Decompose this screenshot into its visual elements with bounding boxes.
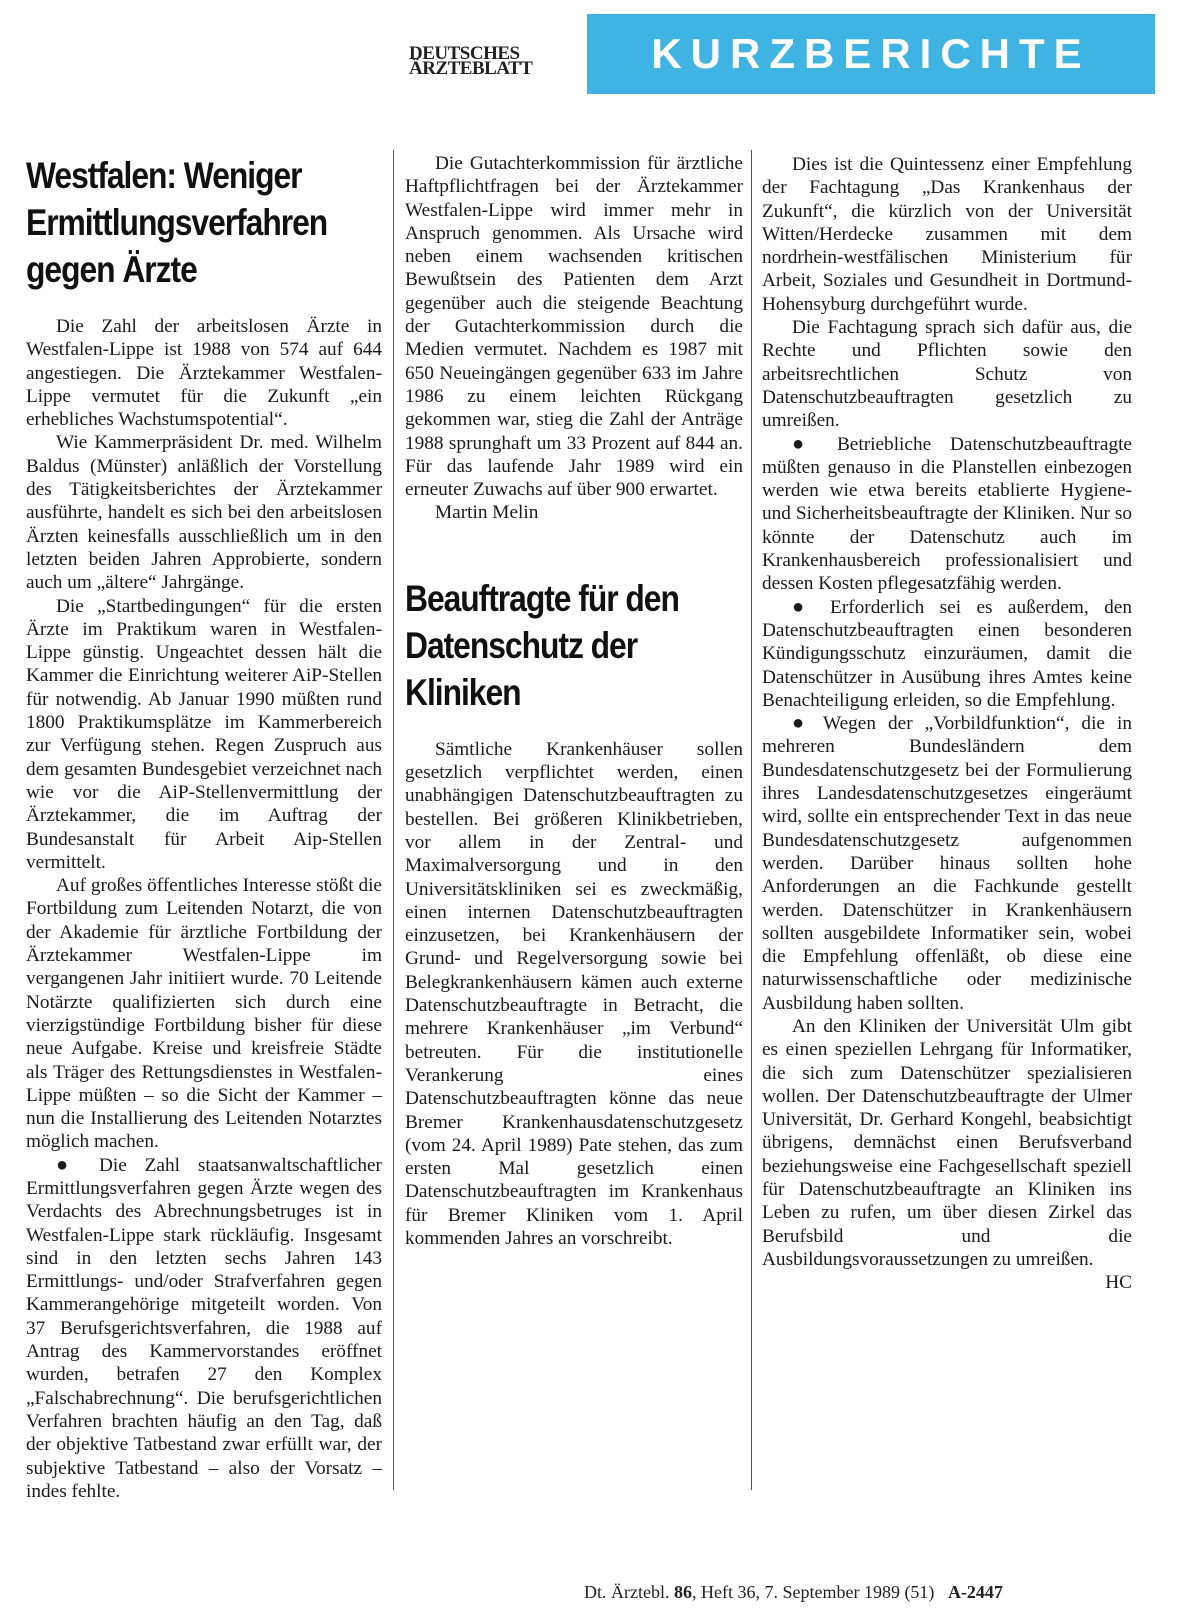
article2-paragraph — [762, 596, 1132, 712]
masthead-line2: ÄRZTEBLATT — [409, 58, 533, 79]
article2-paragraph: Die Fachtagung sprach sich dafür aus, die Rechte und Pflichten sowie den arbeitsrechtlichen Schutz von Datenschutzbeauftragten gesetzlich zu umreißen. — [762, 317, 1132, 432]
article1-paragraph: Wie Kammerpräsident Dr. med. Wilhelm Baldus (Münster) anläßlich der Vorstellung des Tätigkeitsberichtes der Ärztekammer ausführte, handelt es sich bei den arbeitslosen Ärzten keinesfalls ausschließlich um in den letzten beiden Jahren Approbierte, sondern auch um „ältere“ Jahrgänge. — [26, 432, 382, 594]
section-banner — [587, 14, 1155, 94]
article2-paragraph: Sämtliche Krankenhäuser sollen gesetzlich verpflichtet werden, einen unabhängigen Datenschutzbeauftragten zu bestellen. Bei größeren Klinikbetrieben, vor allem in der Zentral- und Maximalversorgung und in den Universitätskliniken sei es zweckmäßig, einen internen Datenschutzbeauftragten einzusetzen, bei Krankenhäusern der Grund- und Regelversorgung sowie bei Belegkrankenhäusern kämen auch externe Datenschutzbeauftragte in Betracht, die mehrere Krankenhäuser „im Verbund“ betreuten. Für die institutionelle Verankerung eines Datenschutzbeauftragten könne das neue Bremer Krankenhausdatenschutzgesetz (vom 24. April 1989) Pate stehen, das zum ersten Mal gesetzlich einen Datenschutzbeauftragten im Krankenhaus für Bremer Kliniken vom 1. April kommenden Jahres an vorschreibt. — [405, 738, 743, 1249]
column-1 — [26, 152, 382, 1503]
article1-paragraph: Die „Startbedingungen“ für die ersten Ärzte im Praktikum waren in Westfalen-Lippe günstig. Ungeachtet dessen hält die Kammer die Einrichtung weiterer AiP-Stellen für notwendig. Ab Januar 1990 müßten rund 1800 Praktikumsplätze im Kammerbereich zur Verfügung stehen. Regen Zuspruch aus dem gesamten Bundesgebiet verzeichnet nach wie vor die AiP-Stellenvermittlung der Ärztekammer, die im Auftrag der Bundesanstalt für Arbeit Aip-Stellen vermittelt. — [26, 595, 382, 873]
bullet-icon: ● — [56, 1153, 82, 1176]
column-3 — [762, 153, 1132, 1295]
article1-paragraph: Die Zahl der arbeitslosen Ärzte in Westfalen-Lippe ist 1988 von 574 auf 644 angestiegen. Die Ärztekammer Westfalen-Lippe vermutet für die Zukunft „ein erhebliches Wachstumspotential“. — [26, 316, 382, 431]
article1-paragraph: Die Gutachterkommission für ärztliche Haftpflichtfragen bei der Ärztekammer Westfalen-Lippe wird immer mehr in Anspruch genommen. Als Ursache wird neben einem wachsenden kritischen Bewußtsein des Patienten dem Arzt gegenüber auch die steigende Beachtung der Gutachterkommission durch die Medien vermutet. Nachdem es 1987 mit 650 Neueingängen gegenüber 633 im Jahre 1986 zu einem leichten Rückgang gekommen war, stieg die Zahl der Anträge 1988 sprunghaft um 33 Prozent auf 844 an. Für das laufende Jahr 1989 wird ein erneuter Zuwachs auf über 900 erwartet. — [405, 153, 743, 501]
footer-issue: , Heft 36, 7. September 1989 (51) — [691, 1582, 935, 1602]
article2-paragraph — [762, 433, 1132, 596]
footer-page-number: A-2447 — [947, 1582, 1003, 1602]
masthead-line1: DEUTSCHES — [409, 43, 520, 64]
column-divider-1 — [393, 150, 394, 1490]
article1-bullet-text: Die Zahl staatsanwaltschaftlicher Ermittlungsverfahren gegen Ärzte wegen des Verdachts des Abrechnungsbetruges ist in Westfalen-Lippe stark rückläufig. Insgesamt sind in den letzten sechs Jahren 143 Ermittlungs- und/oder Strafverfahren gegen Kammerangehörige mitgeteilt worden. Von 37 Berufsgerichtsverfahren, die 1988 auf Antrag des Kammervorstandes eröffnet wurden, betrafen 27 den Komplex „Falschabrechnung“. Die berufsgerichtlichen Verfahren brachten häufig an den Tag, daß der objektive Tatbestand zwar erfüllt war, der subjektive Tatbestand – also der Vorsatz – indes fehlte. — [26, 1154, 382, 1502]
column-2 — [405, 152, 743, 1250]
article2-paragraph: Dies ist die Quintessenz einer Empfehlung der Fachtagung „Das Krankenhaus der Zukunft“, die kürzlich von der Universität Witten/Herdecke zusammen mit dem nordrhein-westfälischen Ministerium für Arbeit, Soziales und Gesundheit in Dortmund-Hohensyburg durchgeführt wurde. — [762, 154, 1132, 315]
article1-paragraph — [26, 1154, 382, 1503]
article2-author: HC — [1105, 1272, 1132, 1294]
article2-bullet-text: Wegen der „Vorbildfunktion“, die in mehreren Bundesländern dem Bundesdatenschutzgesetz bei der Formulierung ihres Landesdatenschutzgesetzes eingeräumt wird, sollte ein entsprechender Text in das neue Bundesdatenschutzgesetz aufgenommen werden. Darüber hinaus sollten hohe Anforderungen an die Fachkunde gestellt werden. Datenschützer in Krankenhäusern sollten ausgebildete Informatiker sein, wobei die Empfehlung offenläßt, ob diese eine naturwissenschaftliche oder medizinische Ausbildung haben sollten. — [762, 713, 1132, 1014]
bullet-icon: ● — [792, 712, 812, 735]
article1-headline: Westfalen: Weniger Ermittlungsverfahren gegen Ärzte — [26, 155, 328, 290]
article1-paragraph: Auf großes öffentliches Interesse stößt die Fortbildung zum Leitenden Notarzt, die von der Akademie für ärztliche Fortbildung der Ärztekammer Westfalen-Lippe im vergangenen Jahr initiiert wurde. 70 Leitende Notärzte qualifizierten sich durch eine vierzigstündige Fortbildung bisher für diese neue Aufgabe. Kreise und kreisfreie Städte als Träger des Rettungsdienstes in Westfalen-Lippe müßten – so die Sicht der Kammer – nun die Installierung des Leitenden Notarztes möglich machen. — [26, 875, 382, 1153]
article2-paragraph — [762, 712, 1132, 1015]
bullet-icon: ● — [792, 595, 815, 618]
article2-bullet-text: Betriebliche Datenschutzbeauftragte müßten genauso in die Planstellen einbezogen werden wie etwa bereits etablierte Hygiene- und Sicherheitsbeauftragte der Kliniken. Nur so könnte der Datenschutz auch im Krankenhausbereich professionalisiert und dessen Kosten pflegesatzfähig werden. — [762, 433, 1132, 595]
footer-journal: Dt. Ärztebl. — [584, 1582, 670, 1602]
article1-author: Martin Melin — [435, 502, 539, 524]
column-divider-2 — [751, 150, 752, 1490]
section-title: KURZBERICHTE — [651, 30, 1091, 77]
footer-volume: 86 — [673, 1582, 692, 1602]
bullet-icon: ● — [792, 432, 819, 455]
article2-headline: Beauftragte für den Datenschutz der Kliniken — [405, 577, 679, 713]
page-footer — [584, 1582, 1003, 1603]
masthead — [409, 45, 579, 77]
article2-bullet-text: Erforderlich sei es außerdem, den Datenschutzbeauftragten einen besonderen Kündigungsschutz einzuräumen, damit die Datenschützer in Ausübung ihres Amtes keine Benachteiligung erleiden, so die Empfehlung. — [762, 596, 1132, 711]
article2-paragraph: An den Kliniken der Universität Ulm gibt es einen speziellen Lehrgang für Informatiker, die sich zum Datenschützer spezialisieren wollen. Der Datenschutzbeauftragte der Ulmer Universität, Dr. Gerhard Kongehl, beabsichtigt übrigens, demnächst einen Berufsverband beziehungsweise eine Fachgesellschaft speziell für Datenschutzbeauftragte an Kliniken ins Leben zu rufen, um über diesen Zirkel das Berufsbild und die Ausbildungsvoraussetzungen zu umreißen. — [762, 1015, 1132, 1270]
